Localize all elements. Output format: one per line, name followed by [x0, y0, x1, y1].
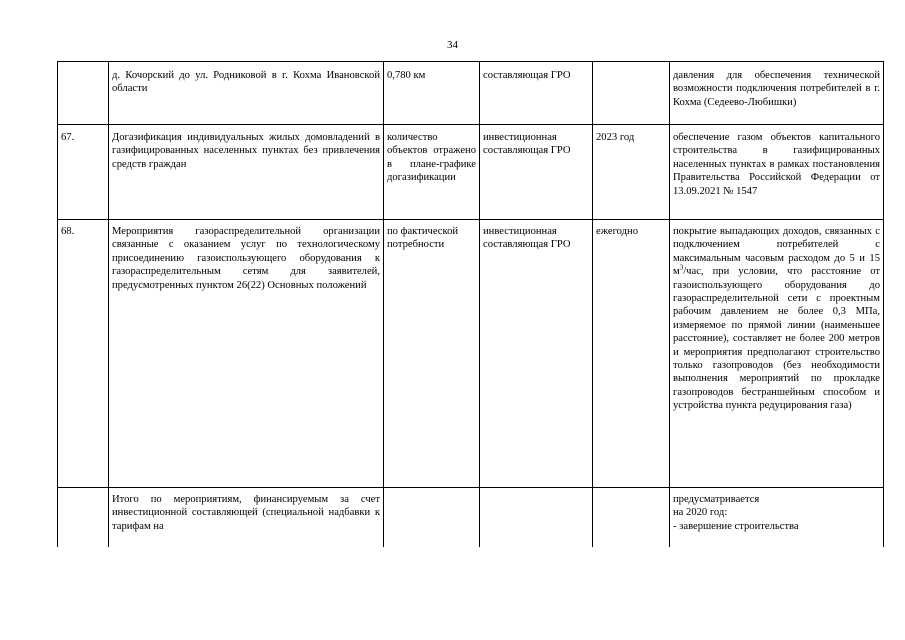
cell-source: составляющая ГРО [480, 62, 593, 125]
table-row [58, 125, 884, 220]
measures-table [57, 61, 884, 547]
cell-goal [670, 488, 884, 548]
goal-line: - завершение строительства [673, 520, 799, 532]
table-row [58, 220, 884, 488]
cell-indicator: 0,780 км [384, 62, 480, 125]
cell-number [58, 488, 109, 548]
cell-number: 67. [58, 125, 109, 220]
cell-deadline: 2023 год [593, 125, 670, 220]
cell-indicator: количество объектов отражено в плане-графике догазификации [384, 125, 480, 220]
goal-text-part1: покрытие выпадающих доходов, связанных с подключением потребителей с максимальным часовым расходом до 5 и 15 м [673, 226, 880, 278]
cell-number: 68. [58, 220, 109, 488]
cell-indicator [384, 488, 480, 548]
cell-source [480, 488, 593, 548]
goal-superscript: 3 [679, 263, 684, 272]
table-row [58, 488, 884, 548]
cell-number [58, 62, 109, 125]
cell-deadline [593, 62, 670, 125]
cell-measure-name: Мероприятия газораспределительной организации связанные с оказанием услуг по технологическому присоединению газоиспользующего оборудования к газораспределительным сетям для заявителей, предусмотренных пунктом 26(22) Основных положений [109, 220, 384, 488]
goal-line: на 2020 год: [673, 507, 728, 519]
page-number: 34 [447, 39, 458, 51]
cell-goal [670, 220, 884, 488]
cell-indicator: по фактической потребности [384, 220, 480, 488]
cell-goal: давления для обеспечения технической возможности подключения потребителей в г. Кохма (Седеево-Любишки) [670, 62, 884, 125]
cell-source: инвестиционная составляющая ГРО [480, 125, 593, 220]
table-row [58, 62, 884, 125]
cell-measure-name: Догазификация индивидуальных жилых домовладений в газифицированных населенных пунктах без привлечения средств граждан [109, 125, 384, 220]
cell-measure-name: Итого по мероприятиям, финансируемым за счет инвестиционной составляющей (специальной надбавки к тарифам на [109, 488, 384, 548]
goal-line: предусматривается [673, 494, 760, 505]
cell-source: инвестиционная составляющая ГРО [480, 220, 593, 488]
cell-deadline [593, 488, 670, 548]
cell-goal: обеспечение газом объектов капитального строительства в газифицированных населенных пунктах в рамках постановления Правительства Российской Федерации от 13.09.2021 № 1547 [670, 125, 884, 220]
cell-deadline: ежегодно [593, 220, 670, 488]
cell-measure-name: д. Кочорский до ул. Родниковой в г. Кохма Ивановской области [109, 62, 384, 125]
goal-text-part2: /час, при условии, что расстояние от газоиспользующего оборудования до газораспределительной сети с проектным рабочим давлением не более 0,3 МПа, измеряемое по прямой линии (наименьшее расстояние), составляет не более 200 метров и мероприятия предполагают строительство только газопроводов (без необходимости выполнения мероприятий по прокладке газопроводов бестраншейным способом и устройства пункта редуцирования газа) [673, 266, 880, 412]
